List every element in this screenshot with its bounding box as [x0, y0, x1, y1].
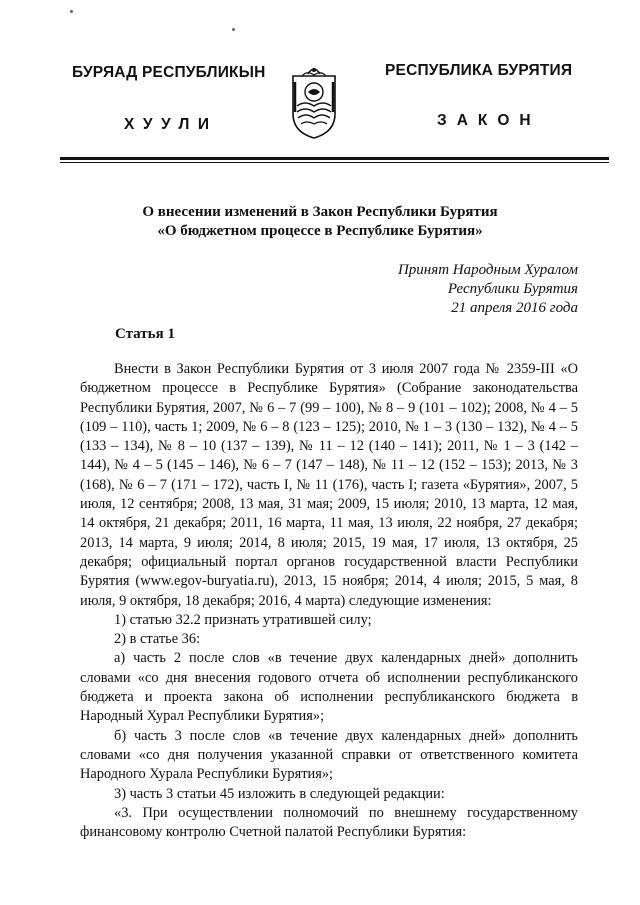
law-title-line: О внесении изменений в Закон Республики Бурятия — [142, 204, 498, 220]
article-paragraph: «3. При осуществлении полномочий по внешнему государственному финансовому контролю Счетной палатой Республики Бурятия: — [80, 804, 578, 841]
header-left-title: БУРЯАД РЕСПУБЛИКЫН — [72, 64, 266, 81]
article-heading: Статья 1 — [115, 326, 175, 342]
header-right-doc-type: ЗАКОН — [437, 112, 541, 129]
header-divider-thick — [60, 157, 609, 160]
article-paragraph: 2) в статье 36: — [114, 631, 201, 648]
law-title — [100, 203, 540, 241]
article-paragraph: а) часть 2 после слов «в течение двух календарных дней» дополнить словами «со дня внесения годового отчета об исполнении республиканского бюджета и проекта закона об исполнении республиканского бюджета в Народный Хурал Республики Бурятия»; — [80, 650, 578, 725]
adoption-note-line: Республики Бурятия — [447, 281, 578, 297]
adoption-note-line: Принят Народным Хуралом — [397, 262, 578, 278]
article-paragraph: Внести в Закон Республики Бурятия от 3 июля 2007 года № 2359-III «О бюджетном процессе в Республике Бурятия» (Собрание законодательства Республики Бурятия, 2007, № 6 – 7 (99 – 100), № 8 – 9 (101 – 102); 2008, № 4 – 5 (109 – 110), часть 1; 2009, № 6 – 8 (123 – 125); 2010, № 1 – 3 (130 – 132), № 4 – 5 (133 – 134), № 8 – 10 (137 – 139), № 11 – 12 (140 – 141); 2011, № 1 – 3 (142 – 144), № 4 – 5 (145 – 146), № 6 – 7 (147 – 148), № 11 – 12 (152 – 153); 2013, № 3 (168), № 6 – 7 (171 – 172), часть I, № 11 (176), часть I; газета «Бурятия», 2007, 5 июля, 12 сентября; 2008, 13 мая, 31 мая; 2009, 15 июля; 2010, 13 марта, 12 мая, 14 октября, 21 декабря; 2011, 16 марта, 11 мая, 13 июля, 22 ноября, 27 декабря; 2013, 14 марта, 9 июля; 2014, 8 июля; 2015, 19 мая, 17 июля, 13 октября, 25 декабря; официальный портал органов государственной власти Республики Бурятия (www.egov-buryatia.ru), 2013, 15 ноября; 2014, 4 июля; 2015, 5 мая, 8 июля, 9 октября, 18 декабря; 2016, 4 марта) следующие изменения: — [80, 361, 578, 609]
scan-speck — [70, 10, 73, 13]
article-body — [80, 360, 578, 842]
header-left-doc-type: ХУУЛИ — [124, 116, 218, 133]
article-paragraph: 1) статью 32.2 признать утратившей силу; — [114, 611, 372, 628]
header-divider-thin — [60, 162, 609, 163]
header-right-title: РЕСПУБЛИКА БУРЯТИЯ — [385, 62, 573, 79]
article-paragraph: б) часть 3 после слов «в течение двух календарных дней» дополнить словами «со дня получения указанной справки от ответственного комитета Народного Хурала Республики Бурятия»; — [80, 727, 578, 783]
law-title-line: «О бюджетном процессе в Республике Бурятия» — [157, 223, 483, 239]
article-paragraph: 3) часть 3 статьи 45 изложить в следующей редакции: — [114, 785, 445, 802]
adoption-date: 21 апреля 2016 года — [451, 300, 578, 316]
scan-speck — [232, 28, 235, 31]
coat-of-arms-icon — [289, 62, 339, 140]
adoption-note — [398, 261, 578, 318]
